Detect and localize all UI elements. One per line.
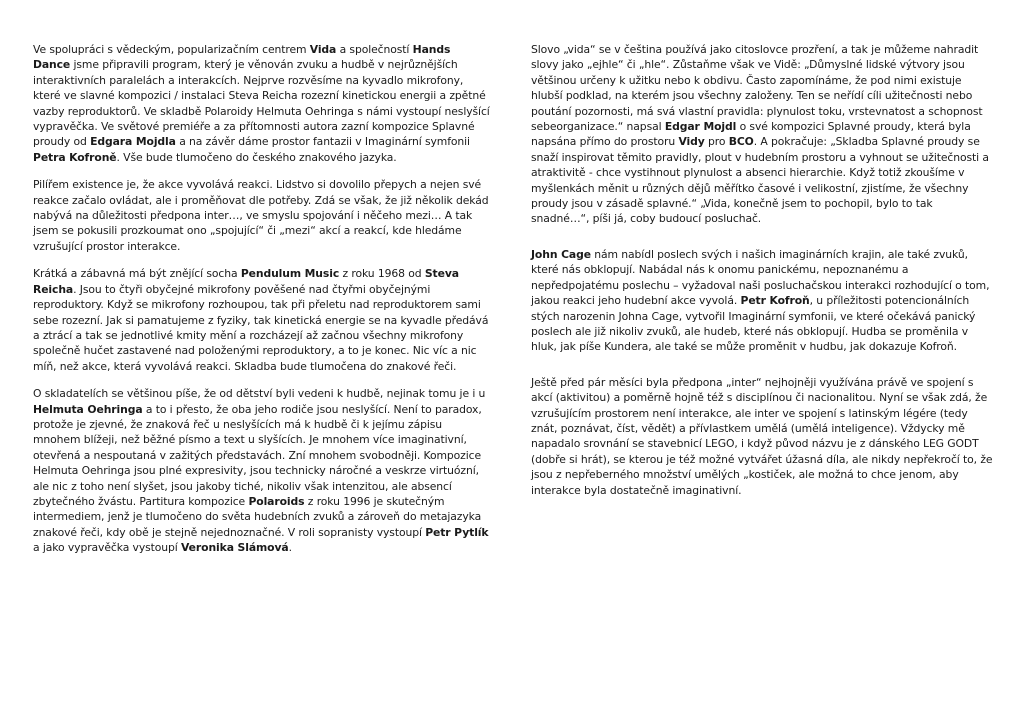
paragraph [33, 177, 491, 254]
text-run: o své kompozici Splavné proudy, která byla napsána přímo do prostoru [531, 120, 971, 149]
highlighted-name: Petr Pytlík [425, 525, 489, 539]
text-run: . A pokračuje: „Skladba Splavné proudy se snaží inspirovat těmito pravidly, plout v hudebním prostoru a vyhnout se užitečnosti a atraktivitě - chce vystihnout plynulost a absenci hierarchie. Když totiž zkoušíme v myšlenkách měnit u různých dějů měřítko časové i velikostní, zjistíme, že všechny proudy jsou v zásadě splavné.“ „Vida, konečně jsem to pochopil, bylo to tak snadné…“, píši já, coby budoucí posluchač. [531, 135, 989, 226]
paragraph [531, 247, 993, 355]
highlighted-name: Petr Kofroň [740, 294, 810, 308]
text-run: Slovo „vida“ se v čeština používá jako citoslovce prozření, a tak je můžeme nahradit slovy jako „ejhle“ či „hle“. Zůstaňme však ve Vidě: „Důmyslné lidské výtvory jsou většinou určeny k užitku nebo k obdivu. Často zapomínáme, že pod nimi existuje hlubší podklad, na kterém jsou všechny založeny. Ten se neřídí cíli užitečnosti nebo poutání pozornosti, má svá vlastní pravidla: plynulost toku, vrstevnatost a schopnost sebeorganizace.“ napsal [531, 43, 983, 134]
text-run: a jako vypravěčka vystoupí [33, 541, 182, 555]
text-run: Krátká a zábavná má být znějící socha [33, 267, 241, 281]
text-run: . [288, 541, 292, 555]
text-run: nám nabídl poslech svých i našich imaginárních krajin, ale také zvuků, které nás obklopují. Nabádal nás k onomu panickému, nepoznanému a nepředpojatému poslechu – vyžadoval naši posluchačskou interakci rozhodující o tom, jakou reakci jeho hudební akce vyvolá. [531, 247, 990, 308]
text-run: a společností [336, 43, 413, 56]
text-run: , u příležitosti potencionálních stých narozenin Johna Cage, vytvořil Imaginární symfonii, ve které očekává panický poslech ale již nikoliv zvuků, ale hudeb, které nás obklopují. Hudba se proměnila v hluk, jak píše Kundera, ale také se může proměnit v hudbu, jak dokazuje Kofroň. [531, 294, 976, 354]
left-column [33, 42, 491, 568]
highlighted-name: Vida [309, 43, 337, 56]
text-run: Pilířem existence je, že akce vyvolává reakci. Lidstvo si dovolilo přepych a nejen své reakce začalo ovládat, ale i proměňovat dle potřeby. Zdá se však, že již několik dekád nabývá na důležitosti předpona inter…, ve smyslu spojování i něčeho mezi… A tak jsem se pokusili prozkoumat ono „spojující“ či „mezi“ akcí a reakcí, kde hledáme vzrušující prostor interakce. [33, 178, 489, 253]
paragraph [33, 42, 491, 165]
text-run: Ve spolupráci s vědeckým, popularizačním centrem [33, 43, 310, 56]
right-column [531, 42, 993, 510]
highlighted-name: Veronika Slámová [181, 541, 289, 555]
highlighted-name: Hands Dance [33, 43, 451, 72]
paragraph [33, 386, 491, 555]
highlighted-name: Edgar Mojdl [664, 120, 737, 134]
highlighted-name: Helmuta Oehringa [33, 402, 143, 416]
text-run: z roku 1968 od [339, 267, 425, 281]
text-run: jsme připravili program, který je věnován zvuku a hudbě v nejrůznějších interaktivních paralelách a interakcích. Nejprve rozvěsíme na kyvadlo mikrofony, které ve slavné kompozici / instalaci Steva Reicha rozezní kinetickou energii a zpětné vazby reproduktorů. Ve skladbě Polaroidy Helmuta Oehringa s námi vystoupí neslyšící vypravěčka. Ve světové premiéře a za přítomnosti autora zazní kompozice Splavné proudy od [33, 58, 490, 149]
text-run: Ještě před pár měsíci byla předpona „inter“ nejhojněji využívána právě ve spojení s akcí (aktivitou) a poměrně hojně též s disciplínou či nacionalitou. Nyní se však zdá, že vzrušujícím prostorem není interakce, ale inter ve spojení s latinským légére (tedy znát, poznávat, číst, vědět) a přívlastkem umělá (umělá inteligence). Vždycky mě napadalo srovnání se stavebnicí LEGO, i když původ názvu je z dánského LEG GODT (dobře si hrát), se kterou je též možné vytvářet úžasná díla, ale nikdy nepřekročí to, že jsou z nepřeberného množství umělých „kostiček, ale možná to chce jenom, aby interakce byla dostatečně imaginativní. [531, 375, 993, 497]
text-run: pro [704, 135, 729, 149]
highlighted-name: BCO [728, 135, 754, 149]
text-run: O skladatelích se většinou píše, že od dětství byli vedeni k hudbě, nejinak tomu je i u [33, 387, 486, 401]
highlighted-name: Polaroids [248, 494, 305, 508]
paragraph [531, 42, 993, 227]
paragraph [531, 375, 993, 498]
text-run: . Jsou to čtyři obyčejné mikrofony pověšené nad čtyřmi obyčejnými reproduktory. Když se mikrofony rozhoupou, tak při přeletu nad reproduktorem sami sebe rozezní. Jak si pamatujeme z fyziky, tak kinetická energie se na kyvadle předává a ztrácí a tak se jednotlivé kmity mění a rozcházejí až začnou všechny mikrofony společně hučet zastavené nad položenými reproduktory, a to je konec. Nic víc a nic míň, než akce, která vyvolává reakci. Skladba bude tlumočena do znakové řeči. [33, 282, 489, 373]
text-run: . Vše bude tlumočeno do českého znakového jazyka. [116, 150, 397, 164]
highlighted-name: Pendulum Music [240, 267, 340, 281]
text-run: a na závěr dáme prostor fantazii v Imaginární symfonii [175, 135, 470, 149]
highlighted-name: Steva Reicha [33, 267, 459, 296]
highlighted-name: Vidy [678, 135, 705, 149]
highlighted-name: Petra Kofroně [33, 150, 117, 164]
text-run: z roku 1996 je skutečným intermediem, jenž je tlumočeno do světa hudebních zvuků a zároveň do metajazyka znakové řeči, kdy obě je stejně nejednoznačné. V roli sopranisty vystoupí [33, 494, 482, 539]
highlighted-name: John Cage [531, 247, 591, 261]
paragraph [33, 266, 491, 374]
highlighted-name: Edgara Mojdla [90, 135, 176, 149]
text-run: a to i přesto, že oba jeho rodiče jsou neslyšící. Není to paradox, protože je zjevné, že znaková řeč u neslyšících má k hudbě či k jejímu zápisu mnohem blížeji, než běžné písmo a text u slyšících. Je mnohem více imaginativní, otevřená a nespoutaná v zažitých představách. Zní mnohem svobodněji. Kompozice Helmuta Oehringa jsou plné expresivity, jsou technicky náročné a veskrze virtuózní, ale nic z toho není slyšet, jsou jakoby tiché, nikoliv však intenzitou, ale absencí zbytečného žvástu. Partitura kompozice [33, 402, 482, 508]
